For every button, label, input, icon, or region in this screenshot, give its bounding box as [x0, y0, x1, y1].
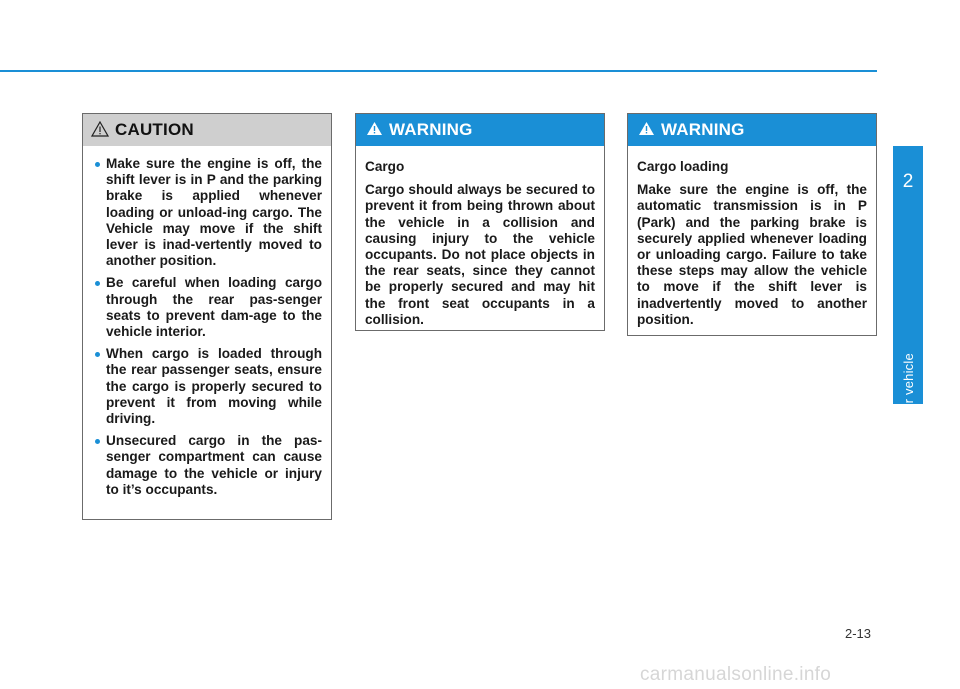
warning-title: Cargo loading — [637, 159, 729, 174]
warning-heading: WARNING — [661, 120, 745, 139]
caution-item: Unsecured cargo in the pas-senger compartment can cause damage to the vehicle or injury to it’s occupants. — [95, 433, 322, 498]
caution-item: Be careful when loading cargo through the rear pas-senger seats to prevent dam-age to the vehicle interior. — [95, 275, 322, 340]
bullet-dot-icon — [95, 439, 100, 444]
warning-text: Make sure the engine is off, the automatic transmission is in P (Park) and the parking brake is securely applied whenever loading or unloading cargo. Failure to take these steps may allow the vehicle to move if the shift lever is inadvertently moved to another position. — [637, 182, 867, 327]
warning-text: Cargo should always be secured to prevent it from being thrown about the vehicle in a collision and causing injury to the vehicle occupants. Do not place objects in the rear seats, since they cannot be properly secured and may hit the front seat occupants in a collision. — [365, 182, 595, 327]
caution-item: Make sure the engine is off, the shift lever is in P and the parking brake is applied whenever loading or unload-ing cargo. The Vehicle may move if the shift lever is inad-vertently moved to another position. — [95, 156, 322, 269]
footer-watermark: carmanualsonline.info — [640, 664, 832, 685]
warning-body — [628, 146, 876, 328]
page-number: 2-13 — [845, 626, 872, 641]
caution-body — [83, 146, 331, 498]
warning-box-cargo — [355, 113, 605, 331]
bullet-dot-icon — [95, 352, 100, 357]
warning-body — [356, 146, 604, 328]
caution-box — [82, 113, 332, 520]
caution-heading: CAUTION — [115, 120, 194, 139]
top-divider — [0, 70, 877, 72]
warning-triangle-icon — [366, 121, 383, 141]
caution-header — [83, 114, 331, 146]
warning-triangle-icon — [638, 121, 655, 141]
bullet-dot-icon — [95, 162, 100, 167]
caution-list — [95, 156, 322, 498]
chapter-number: 2 — [902, 171, 914, 192]
warning-title: Cargo — [365, 159, 405, 174]
warning-header — [628, 114, 876, 146]
bullet-dot-icon — [95, 281, 100, 286]
caution-triangle-icon — [91, 121, 109, 142]
warning-heading: WARNING — [389, 120, 473, 139]
chapter-side-tab — [893, 146, 923, 528]
warning-header — [356, 114, 604, 146]
warning-box-cargo-loading — [627, 113, 877, 336]
chapter-label: Safety system of your vehicle — [901, 353, 916, 528]
caution-item: When cargo is loaded through the rear passenger seats, ensure the cargo is properly secured to prevent it from moving while driving. — [95, 346, 322, 427]
